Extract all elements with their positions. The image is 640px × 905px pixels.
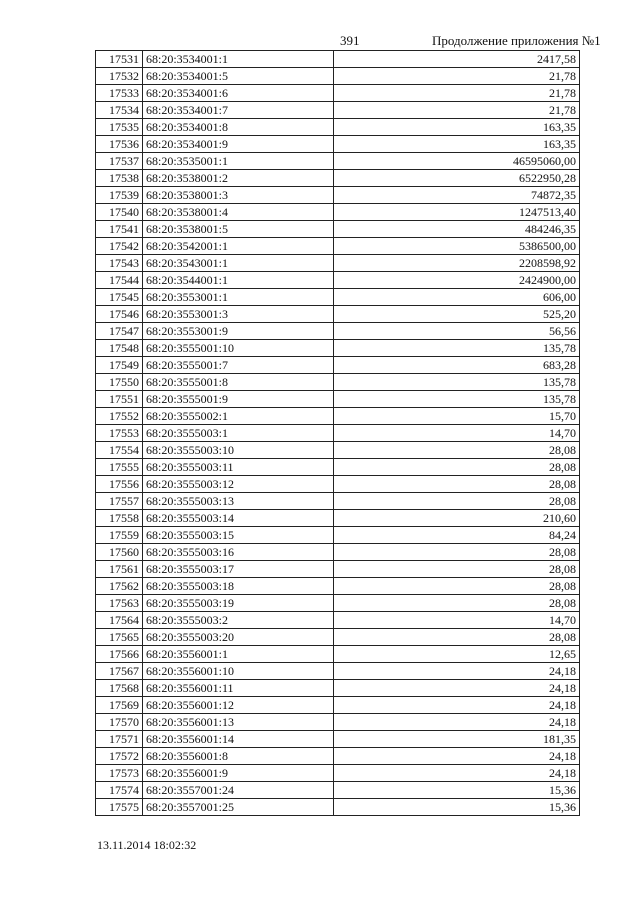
value-cell: 683,28 (334, 357, 580, 374)
value-cell: 56,56 (334, 323, 580, 340)
value-cell: 135,78 (334, 340, 580, 357)
value-cell: 21,78 (334, 68, 580, 85)
cadastral-number-cell: 68:20:3538001:3 (143, 187, 334, 204)
row-number-cell: 17572 (96, 748, 143, 765)
row-number-cell: 17535 (96, 119, 143, 136)
value-cell: 2424900,00 (334, 272, 580, 289)
cadastral-number-cell: 68:20:3553001:9 (143, 323, 334, 340)
table-row (96, 714, 580, 731)
value-cell: 28,08 (334, 561, 580, 578)
row-number-cell: 17531 (96, 51, 143, 68)
row-number-cell: 17551 (96, 391, 143, 408)
value-cell: 46595060,00 (334, 153, 580, 170)
value-cell: 135,78 (334, 374, 580, 391)
cadastral-number-cell: 68:20:3555003:15 (143, 527, 334, 544)
cadastral-number-cell: 68:20:3534001:7 (143, 102, 334, 119)
value-cell: 24,18 (334, 748, 580, 765)
cadastral-number-cell: 68:20:3542001:1 (143, 238, 334, 255)
value-cell: 14,70 (334, 612, 580, 629)
row-number-cell: 17533 (96, 85, 143, 102)
table-row (96, 51, 580, 68)
cadastral-number-cell: 68:20:3556001:10 (143, 663, 334, 680)
value-cell: 5386500,00 (334, 238, 580, 255)
cadastral-number-cell: 68:20:3538001:5 (143, 221, 334, 238)
row-number-cell: 17568 (96, 680, 143, 697)
value-cell: 28,08 (334, 578, 580, 595)
table-row (96, 136, 580, 153)
row-number-cell: 17534 (96, 102, 143, 119)
value-cell: 24,18 (334, 663, 580, 680)
table-row (96, 289, 580, 306)
cadastral-number-cell: 68:20:3555003:2 (143, 612, 334, 629)
value-cell: 135,78 (334, 391, 580, 408)
cadastral-number-cell: 68:20:3556001:12 (143, 697, 334, 714)
value-cell: 14,70 (334, 425, 580, 442)
table-row (96, 697, 580, 714)
table-row (96, 153, 580, 170)
cadastral-number-cell: 68:20:3556001:11 (143, 680, 334, 697)
table-row (96, 221, 580, 238)
table-row (96, 238, 580, 255)
cadastral-number-cell: 68:20:3534001:1 (143, 51, 334, 68)
table-row (96, 510, 580, 527)
table-row (96, 425, 580, 442)
value-cell: 24,18 (334, 680, 580, 697)
value-cell: 28,08 (334, 595, 580, 612)
table-row (96, 595, 580, 612)
cadastral-number-cell: 68:20:3555003:18 (143, 578, 334, 595)
cadastral-number-cell: 68:20:3555003:13 (143, 493, 334, 510)
table-row (96, 476, 580, 493)
table-row (96, 782, 580, 799)
cadastral-number-cell: 68:20:3557001:25 (143, 799, 334, 816)
value-cell: 28,08 (334, 493, 580, 510)
value-cell: 181,35 (334, 731, 580, 748)
row-number-cell: 17565 (96, 629, 143, 646)
row-number-cell: 17542 (96, 238, 143, 255)
row-number-cell: 17564 (96, 612, 143, 629)
row-number-cell: 17539 (96, 187, 143, 204)
value-cell: 84,24 (334, 527, 580, 544)
row-number-cell: 17561 (96, 561, 143, 578)
cadastral-number-cell: 68:20:3544001:1 (143, 272, 334, 289)
cadastral-number-cell: 68:20:3555003:10 (143, 442, 334, 459)
cadastral-number-cell: 68:20:3534001:8 (143, 119, 334, 136)
table-row (96, 442, 580, 459)
table-row (96, 255, 580, 272)
row-number-cell: 17553 (96, 425, 143, 442)
value-cell: 163,35 (334, 119, 580, 136)
table-row (96, 170, 580, 187)
table-row (96, 765, 580, 782)
cadastral-number-cell: 68:20:3556001:1 (143, 646, 334, 663)
row-number-cell: 17550 (96, 374, 143, 391)
cadastral-number-cell: 68:20:3555003:20 (143, 629, 334, 646)
value-cell: 28,08 (334, 544, 580, 561)
cadastral-number-cell: 68:20:3555002:1 (143, 408, 334, 425)
table-row (96, 459, 580, 476)
value-cell: 2417,58 (334, 51, 580, 68)
row-number-cell: 17536 (96, 136, 143, 153)
value-cell: 12,65 (334, 646, 580, 663)
table-row (96, 799, 580, 816)
value-cell: 74872,35 (334, 187, 580, 204)
value-cell: 606,00 (334, 289, 580, 306)
value-cell: 28,08 (334, 459, 580, 476)
cadastral-number-cell: 68:20:3555003:19 (143, 595, 334, 612)
value-cell: 21,78 (334, 85, 580, 102)
value-cell: 28,08 (334, 629, 580, 646)
value-cell: 2208598,92 (334, 255, 580, 272)
table-row (96, 272, 580, 289)
continuation-title: Продолжение приложения №1 (432, 33, 601, 48)
page-header (0, 33, 640, 51)
table-row (96, 493, 580, 510)
table-row (96, 578, 580, 595)
value-cell: 1247513,40 (334, 204, 580, 221)
table-row (96, 663, 580, 680)
row-number-cell: 17566 (96, 646, 143, 663)
cadastral-number-cell: 68:20:3556001:13 (143, 714, 334, 731)
row-number-cell: 17537 (96, 153, 143, 170)
row-number-cell: 17571 (96, 731, 143, 748)
row-number-cell: 17569 (96, 697, 143, 714)
table-row (96, 527, 580, 544)
row-number-cell: 17532 (96, 68, 143, 85)
table-row (96, 340, 580, 357)
cadastral-number-cell: 68:20:3538001:4 (143, 204, 334, 221)
print-timestamp: 13.11.2014 18:02:32 (97, 838, 197, 852)
cadastral-number-cell: 68:20:3555003:14 (143, 510, 334, 527)
table-row (96, 612, 580, 629)
table-row (96, 306, 580, 323)
cadastral-number-cell: 68:20:3555003:12 (143, 476, 334, 493)
value-cell: 15,36 (334, 782, 580, 799)
value-cell: 210,60 (334, 510, 580, 527)
cadastral-number-cell: 68:20:3555003:11 (143, 459, 334, 476)
value-cell: 6522950,28 (334, 170, 580, 187)
cadastral-number-cell: 68:20:3553001:1 (143, 289, 334, 306)
row-number-cell: 17556 (96, 476, 143, 493)
value-cell: 28,08 (334, 442, 580, 459)
cadastral-number-cell: 68:20:3555003:16 (143, 544, 334, 561)
cadastral-number-cell: 68:20:3555001:7 (143, 357, 334, 374)
value-cell: 28,08 (334, 476, 580, 493)
table-row (96, 85, 580, 102)
cadastral-number-cell: 68:20:3534001:5 (143, 68, 334, 85)
table-row (96, 204, 580, 221)
cadastral-number-cell: 68:20:3553001:3 (143, 306, 334, 323)
table-row (96, 748, 580, 765)
cadastral-number-cell: 68:20:3555001:10 (143, 340, 334, 357)
row-number-cell: 17538 (96, 170, 143, 187)
value-cell: 24,18 (334, 714, 580, 731)
value-cell: 15,70 (334, 408, 580, 425)
cadastral-number-cell: 68:20:3534001:9 (143, 136, 334, 153)
row-number-cell: 17562 (96, 578, 143, 595)
cadastral-number-cell: 68:20:3555003:17 (143, 561, 334, 578)
value-cell: 21,78 (334, 102, 580, 119)
row-number-cell: 17555 (96, 459, 143, 476)
cadastral-number-cell: 68:20:3555001:9 (143, 391, 334, 408)
table-row (96, 102, 580, 119)
table-row (96, 561, 580, 578)
table-row (96, 731, 580, 748)
table-row (96, 357, 580, 374)
row-number-cell: 17573 (96, 765, 143, 782)
cadastral-number-cell: 68:20:3555003:1 (143, 425, 334, 442)
row-number-cell: 17563 (96, 595, 143, 612)
row-number-cell: 17549 (96, 357, 143, 374)
table-row (96, 391, 580, 408)
cadastral-number-cell: 68:20:3538001:2 (143, 170, 334, 187)
table-row (96, 680, 580, 697)
row-number-cell: 17558 (96, 510, 143, 527)
table-row (96, 374, 580, 391)
table-row (96, 544, 580, 561)
cadastral-number-cell: 68:20:3534001:6 (143, 85, 334, 102)
table-row (96, 629, 580, 646)
row-number-cell: 17545 (96, 289, 143, 306)
row-number-cell: 17546 (96, 306, 143, 323)
row-number-cell: 17575 (96, 799, 143, 816)
value-cell: 163,35 (334, 136, 580, 153)
row-number-cell: 17552 (96, 408, 143, 425)
table-row (96, 119, 580, 136)
cadastral-number-cell: 68:20:3556001:9 (143, 765, 334, 782)
row-number-cell: 17541 (96, 221, 143, 238)
row-number-cell: 17559 (96, 527, 143, 544)
table-body (96, 51, 580, 816)
cadastral-number-cell: 68:20:3535001:1 (143, 153, 334, 170)
table-row (96, 408, 580, 425)
row-number-cell: 17544 (96, 272, 143, 289)
row-number-cell: 17557 (96, 493, 143, 510)
row-number-cell: 17567 (96, 663, 143, 680)
row-number-cell: 17574 (96, 782, 143, 799)
value-cell: 24,18 (334, 697, 580, 714)
table-row (96, 323, 580, 340)
table-row (96, 646, 580, 663)
page-number: 391 (340, 33, 360, 48)
value-cell: 484246,35 (334, 221, 580, 238)
cadastral-table (95, 50, 580, 816)
cadastral-number-cell: 68:20:3557001:24 (143, 782, 334, 799)
row-number-cell: 17570 (96, 714, 143, 731)
row-number-cell: 17547 (96, 323, 143, 340)
cadastral-number-cell: 68:20:3555001:8 (143, 374, 334, 391)
row-number-cell: 17560 (96, 544, 143, 561)
cadastral-number-cell: 68:20:3543001:1 (143, 255, 334, 272)
row-number-cell: 17540 (96, 204, 143, 221)
cadastral-number-cell: 68:20:3556001:8 (143, 748, 334, 765)
table-row (96, 187, 580, 204)
table-row (96, 68, 580, 85)
row-number-cell: 17554 (96, 442, 143, 459)
value-cell: 525,20 (334, 306, 580, 323)
value-cell: 24,18 (334, 765, 580, 782)
row-number-cell: 17548 (96, 340, 143, 357)
row-number-cell: 17543 (96, 255, 143, 272)
cadastral-number-cell: 68:20:3556001:14 (143, 731, 334, 748)
value-cell: 15,36 (334, 799, 580, 816)
